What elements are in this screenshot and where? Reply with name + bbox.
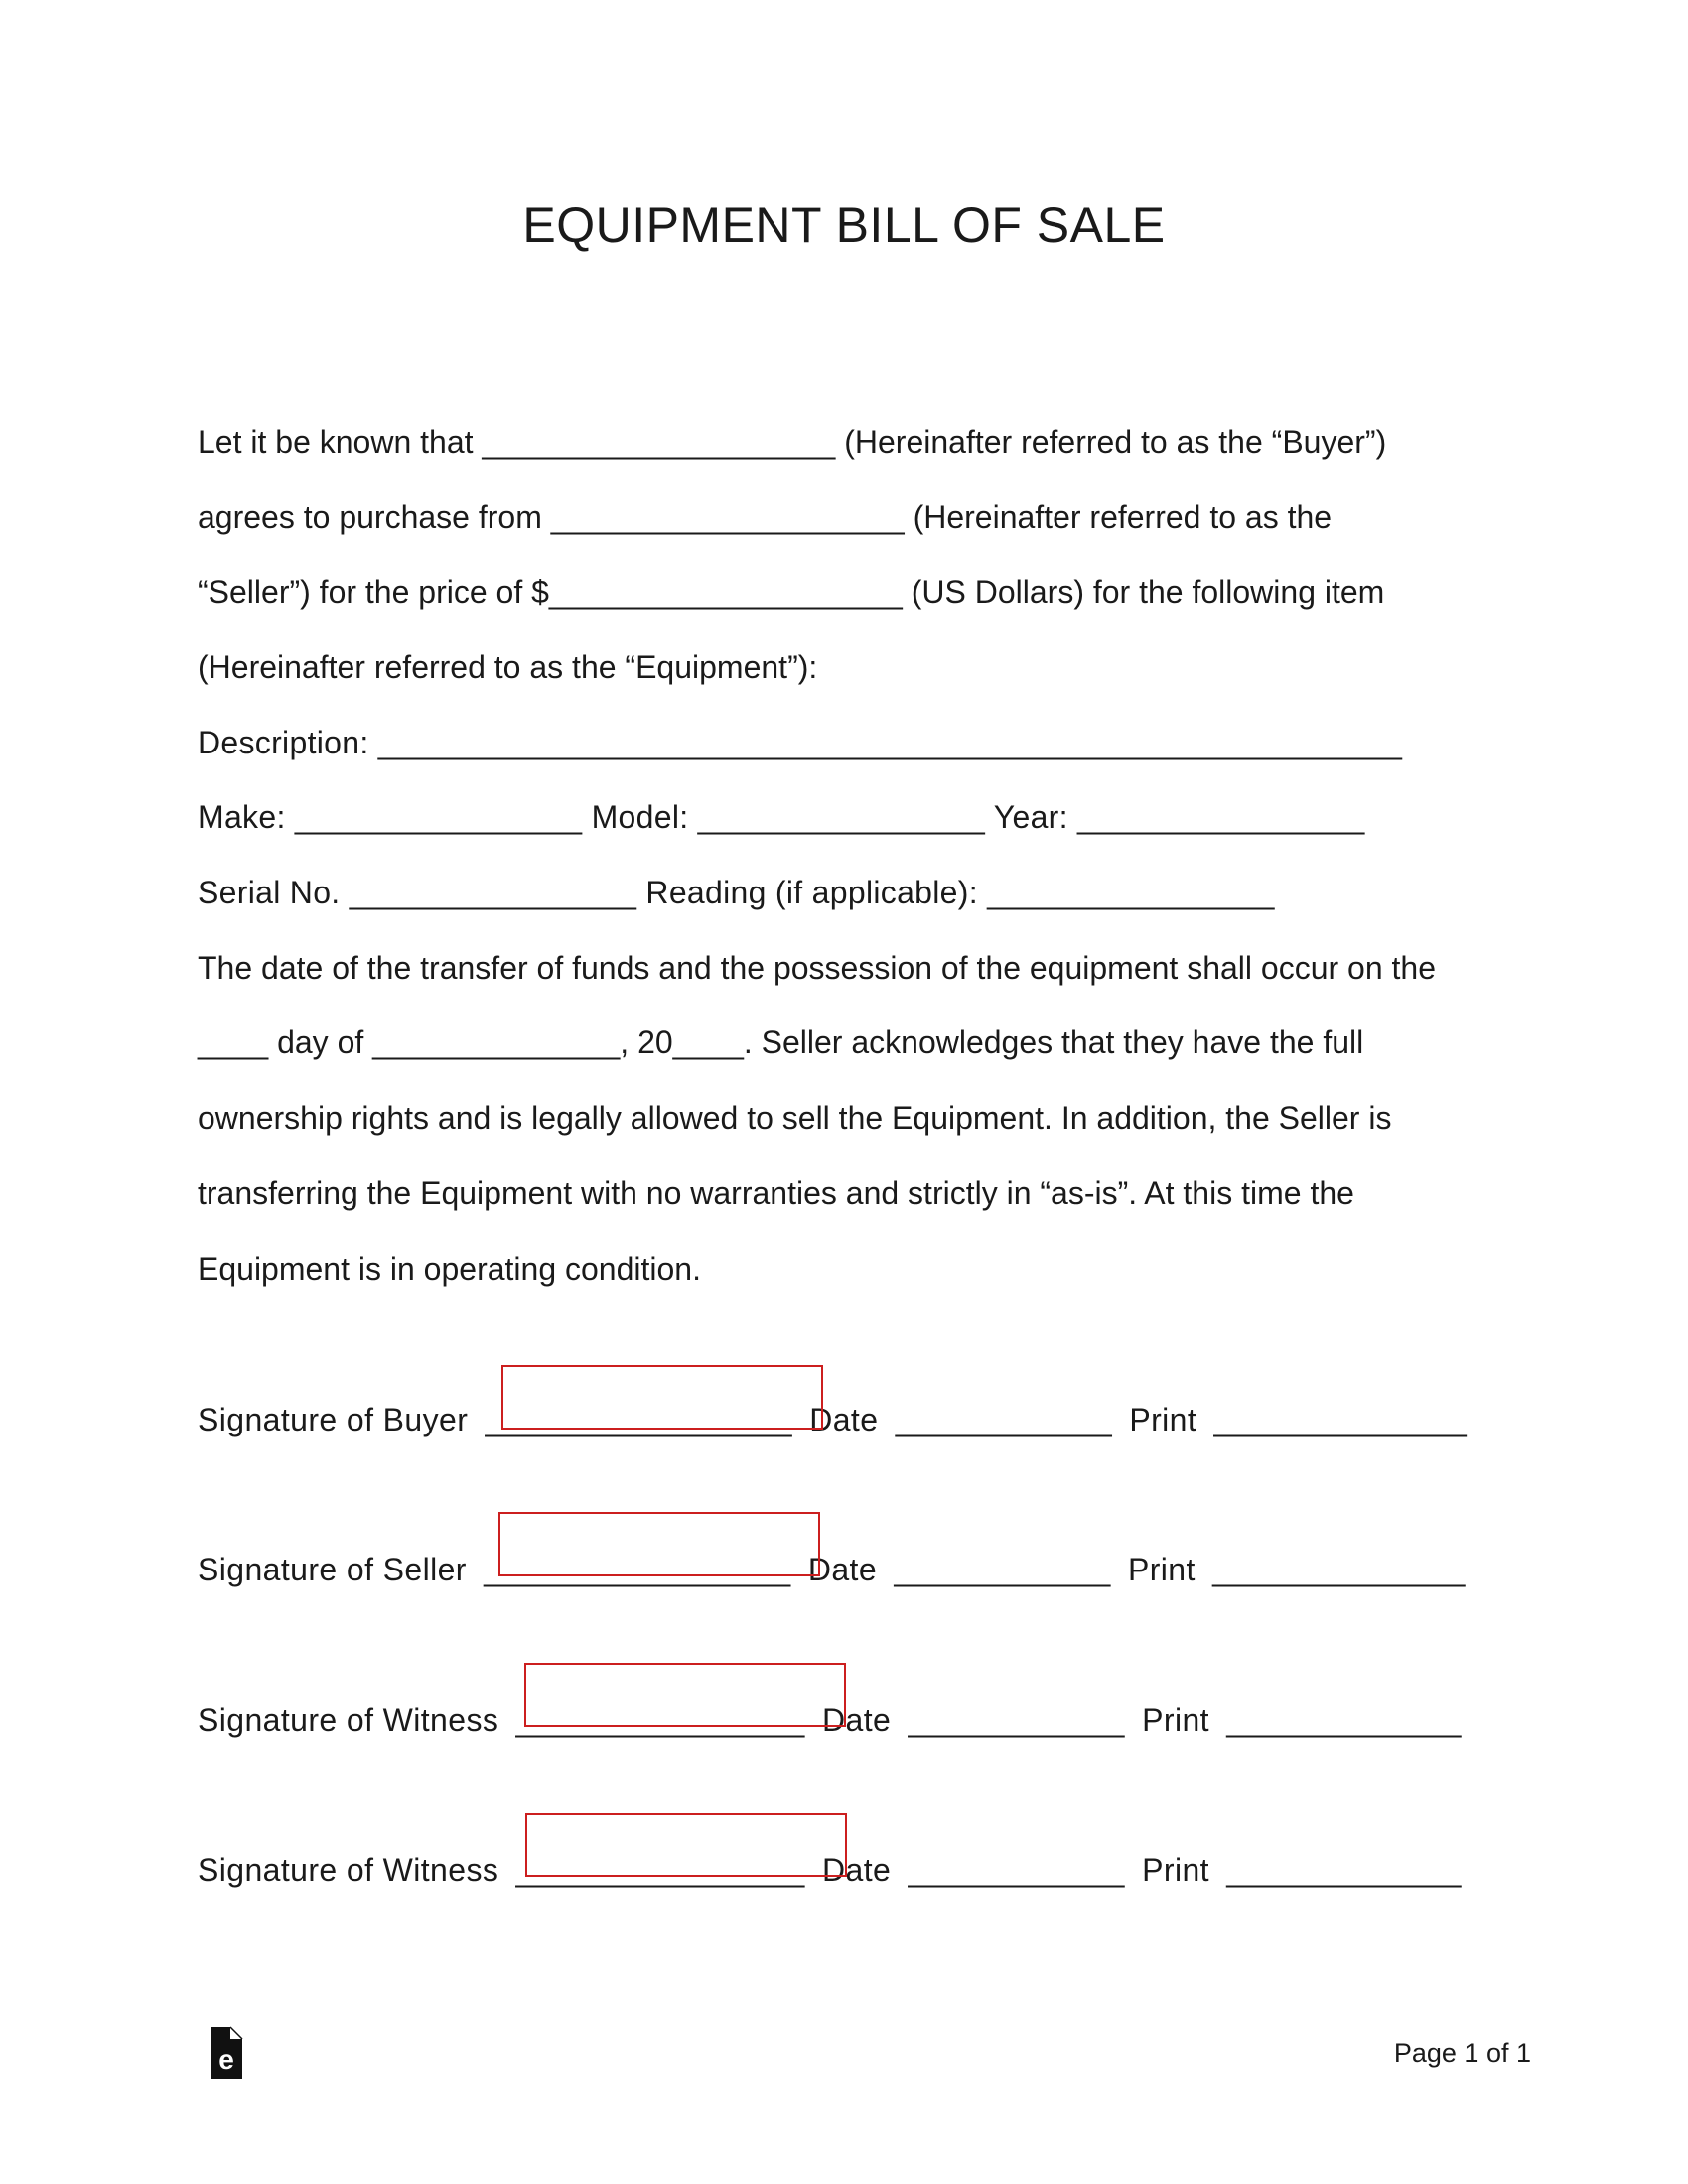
print-field[interactable]: ______________ [1212,1552,1466,1587]
signature-line: _________________ [485,1402,792,1437]
signature-label: Signature of Buyer [198,1402,469,1437]
page-number: Page 1 of 1 [1393,2038,1531,2068]
signature-row-seller [198,1550,1466,1589]
date-label: Date [809,1402,879,1437]
signature-box-seller[interactable] [498,1512,820,1576]
signature-box-witness-1[interactable] [524,1663,846,1727]
document-title: EQUIPMENT BILL OF SALE [522,198,1166,253]
paragraph-line-8: The date of the transfer of funds and the possession of the equipment shall occur on the [198,950,1437,986]
print-field[interactable]: _____________ [1226,1852,1462,1888]
svg-text:e: e [218,2044,234,2075]
date-label: Date [807,1552,878,1587]
print-label: Print [1128,1552,1196,1587]
paragraph-line-11: transferring the Equipment with no warranties and strictly in “as-is”. At this time the [198,1175,1354,1211]
paragraph-line-10: ownership rights and is legally allowed to sell the Equipment. In addition, the Seller is [198,1100,1392,1136]
paragraph-line-1: Let it be known that ____________________ (Hereinafter referred to as the “Buyer”) [198,424,1387,460]
print-field[interactable]: _____________ [1226,1703,1462,1738]
paragraph-line-3: “Seller”) for the price of $____________________ (US Dollars) for the following item [198,574,1385,610]
signature-line: ________________ [515,1852,805,1888]
serial-reading-line: Serial No. ________________ Reading (if applicable): ________________ [198,875,1275,910]
signature-label: Signature of Witness [198,1703,499,1738]
signature-line: ________________ [515,1703,805,1738]
signature-box-witness-2[interactable] [525,1813,847,1877]
signature-label: Signature of Seller [198,1552,467,1587]
date-label: Date [822,1852,892,1888]
eforms-logo-icon [207,2025,246,2081]
signature-row-buyer [198,1400,1467,1439]
date-field[interactable]: ____________ [895,1402,1113,1437]
date-field[interactable]: ____________ [908,1852,1125,1888]
make-model-year-line: Make: ________________ Model: ________________ Year: ________________ [198,799,1365,835]
description-line: Description: _________________________________________________________ [198,725,1403,760]
date-field[interactable]: ____________ [908,1703,1125,1738]
paragraph-line-2: agrees to purchase from ____________________ (Hereinafter referred to as the [198,499,1333,535]
print-label: Print [1142,1852,1209,1888]
signature-line: _________________ [484,1552,791,1587]
signature-box-buyer[interactable] [501,1365,823,1430]
print-label: Print [1129,1402,1197,1437]
signature-label: Signature of Witness [198,1852,499,1888]
paragraph-line-4: (Hereinafter referred to as the “Equipment”): [198,649,818,685]
paragraph-line-9: ____ day of ______________, 20____. Seller acknowledges that they have the full [198,1024,1364,1060]
print-field[interactable]: ______________ [1213,1402,1468,1437]
date-field[interactable]: ____________ [894,1552,1111,1587]
date-label: Date [822,1703,892,1738]
paragraph-line-12: Equipment is in operating condition. [198,1251,701,1287]
print-label: Print [1142,1703,1209,1738]
